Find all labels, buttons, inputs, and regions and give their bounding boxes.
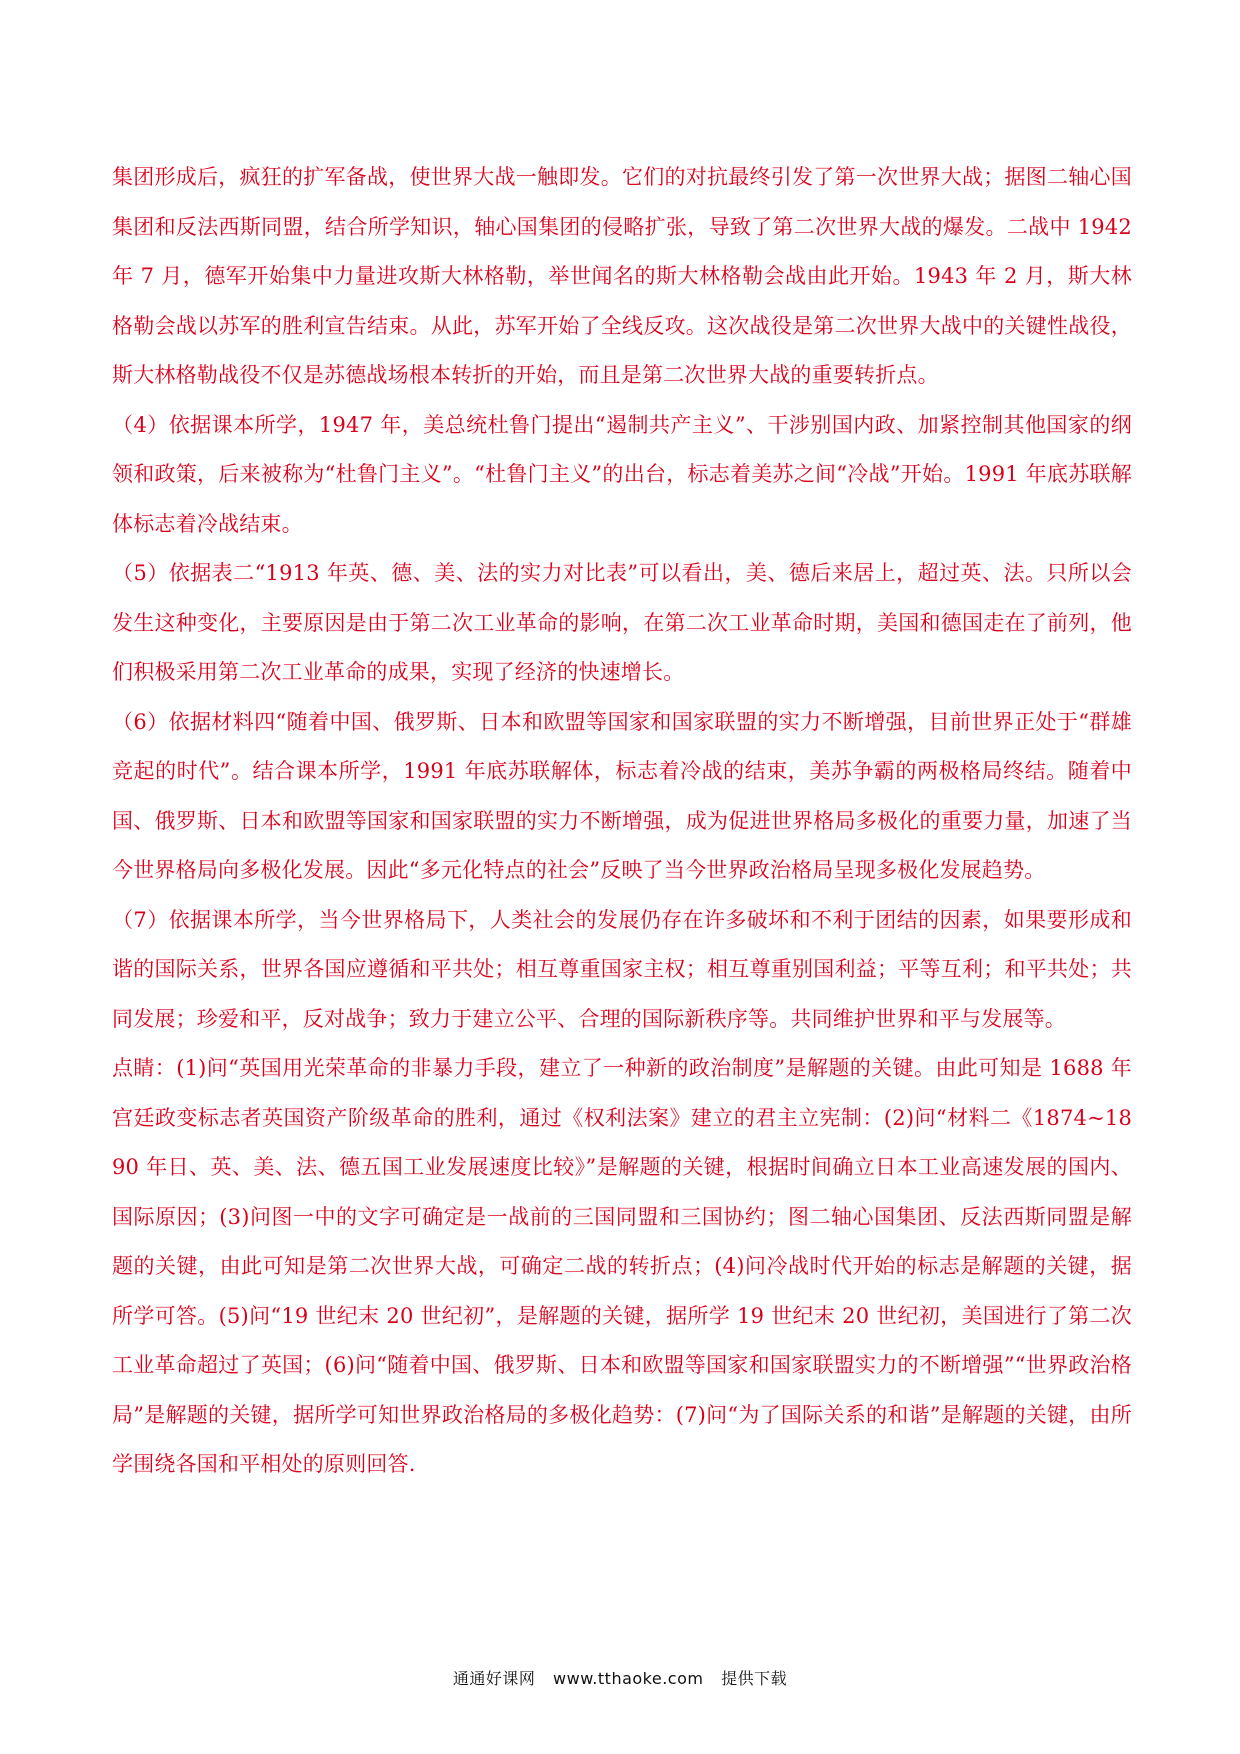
answer-content [112,153,1132,1490]
paragraph-answer-6: （6）依据材料四“随着中国、俄罗斯、日本和欧盟等国家和国家联盟的实力不断增强，目前世界正处于“群雄竞起的时代”。结合课本所学，1991 年底苏联解体，标志着冷战的结束，美苏争霸的两极格局终结。随着中国、俄罗斯、日本和欧盟等国家和国家联盟的实力不断增强，成为促进世界格局多极化的重要力量，加速了当今世界格局向多极化发展。因此“多元化特点的社会”反映了当今世界政治格局呈现多极化发展趋势。 [112,709,1132,882]
paragraph-answer-4: （4）依据课本所学，1947 年，美总统杜鲁门提出“遏制共产主义”、干涉别国内政、加紧控制其他国家的纲领和政策，后来被称为“杜鲁门主义”。“杜鲁门主义”的出台，标志着美苏之间“冷战”开始。1991 年底苏联解体标志着冷战结束。 [112,412,1132,536]
paragraph-answer-7: （7）依据课本所学，当今世界格局下，人类社会的发展仍存在许多破坏和不利于团结的因素，如果要形成和谐的国际关系，世界各国应遵循和平共处；相互尊重国家主权；相互尊重别国利益；平等互利；和平共处；共同发展；珍爱和平，反对战争；致力于建立公平、合理的国际新秩序等。共同维护世界和平与发展等。 [112,907,1132,1031]
page-footer [0,1666,1240,1689]
paragraph-war-analysis: 集团形成后，疯狂的扩军备战，使世界大战一触即发。它们的对抗最终引发了第一次世界大战；据图二轴心国集团和反法西斯同盟，结合所学知识，轴心国集团的侵略扩张，导致了第二次世界大战的爆发。二战中 1942 年 7 月，德军开始集中力量进攻斯大林格勒，举世闻名的斯大林格勒会战由此开始。1943 年 2 月，斯大林格勒会战以苏军的胜利宣告结束。从此，苏军开始了全线反攻。这次战役是第二次世界大战中的关键性战役，斯大林格勒战役不仅是苏德战场根本转折的开始，而且是第二次世界大战的重要转折点。 [112,165,1132,387]
footer-suffix: 提供下载 [721,1669,788,1688]
paragraph-answer-5: （5）依据表二“1913 年英、德、美、法的实力对比表”可以看出，美、德后来居上，超过英、法。只所以会发生这种变化，主要原因是由于第二次工业革命的影响，在第二次工业革命时期，美国和德国走在了前列，他们积极采用第二次工业革命的成果，实现了经济的快速增长。 [112,561,1132,684]
paragraph-key-points: 点睛：(1)问“英国用光荣革命的非暴力手段，建立了一种新的政治制度”是解题的关键。由此可知是 1688 年宫廷政变标志者英国资产阶级革命的胜利，通过《权利法案》建立的君主立宪制：(2)问“材料二《1874~1890 年日、英、美、法、德五国工业发展速度比较》”是解题的关键，根据时间确立日本工业高速发展的国内、国际原因；(3)问图一中的文字可确定是一战前的三国同盟和三国协约；图二轴心国集团、反法西斯同盟是解题的关键，由此可知是第二次世界大战，可确定二战的转折点；(4)问冷战时代开始的标志是解题的关键，据所学可答。(5)问“19 世纪末 20 世纪初”，是解题的关键，据所学 19 世纪末 20 世纪初，美国进行了第二次工业革命超过了英国；(6)问“随着中国、俄罗斯、日本和欧盟等国家和国家联盟实力的不断增强”“世界政治格局”是解题的关键，据所学可知世界政治格局的多极化趋势：(7)问“为了国际关系的和谐”是解题的关键，由所学围绕各国和平相处的原则回答. [112,1056,1132,1476]
footer-site-name: 通通好课网 [452,1669,536,1688]
footer-url[interactable]: www.tthaoke.com [553,1669,704,1688]
